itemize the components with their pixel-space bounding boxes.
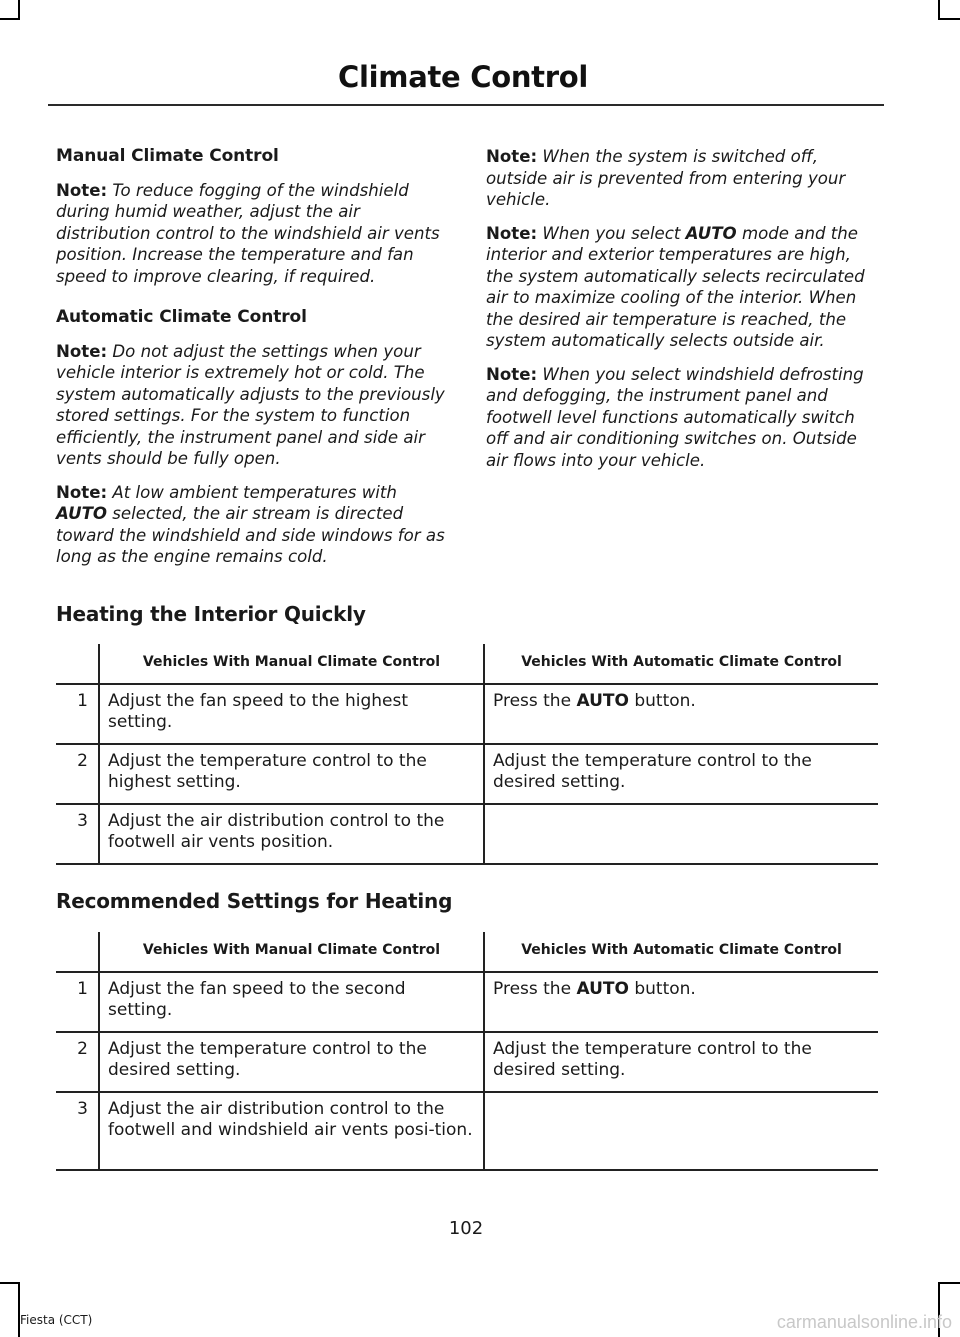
auto-cell: [484, 804, 878, 864]
note-text: When the system is switched off, outside air is prevented from entering your vehicle.: [486, 147, 846, 209]
crop-mark: [940, 18, 960, 20]
cell-text: button.: [628, 691, 696, 711]
page-number: 102: [448, 1218, 484, 1239]
note-fogging: [56, 180, 451, 288]
table-row: [56, 744, 878, 804]
note-auto-mode: [486, 223, 881, 352]
step-number: 2: [56, 1032, 99, 1092]
note-label: Note:: [56, 180, 108, 200]
note-text: When you select: [537, 223, 686, 243]
note-text: mode and the interior and exterior temperatures are high, the system automatically selects recirculated air to maximize cooling of the interior. When the desired air temperature is reached, the system automatically selects outside air.: [486, 223, 865, 350]
note-label: Note:: [56, 482, 108, 502]
cell-text: Press the: [493, 691, 577, 711]
note-label: Note:: [486, 364, 538, 384]
crop-mark: [940, 1282, 960, 1284]
page-title: Climate Control: [338, 60, 588, 94]
crop-mark: [18, 0, 20, 20]
crop-mark: [938, 0, 940, 20]
auto-cell: Adjust the temperature control to the desired setting.: [484, 744, 878, 804]
table-header-manual: Vehicles With Manual Climate Control: [99, 644, 484, 684]
auto-keyword: AUTO: [56, 504, 107, 523]
table-header-automatic: Vehicles With Automatic Climate Control: [484, 644, 878, 684]
manual-climate-heading: Manual Climate Control: [56, 146, 279, 166]
auto-cell: [484, 1092, 878, 1170]
step-number: 2: [56, 744, 99, 804]
auto-cell: [484, 972, 878, 1032]
auto-keyword: AUTO: [685, 223, 737, 243]
note-text: selected, the air stream is directed toward the windshield and side windows for as long as the engine remains cold.: [56, 504, 445, 566]
note-text: Do not adjust the settings when your vehicle interior is extremely hot or cold. The system automatically adjusts to the previously stored settings. For the system to function efficiently, the instrument panel and side air vents should be fully open.: [56, 341, 445, 468]
manual-cell: Adjust the fan speed to the highest setting.: [99, 684, 484, 744]
right-column: [486, 146, 881, 483]
document-id: Fiesta (CCT): [20, 1313, 93, 1327]
manual-cell: Adjust the air distribution control to the footwell air vents position.: [99, 804, 484, 864]
manual-cell: Adjust the temperature control to the highest setting.: [99, 744, 484, 804]
cell-text: Press the: [493, 979, 577, 999]
note-label: Note:: [486, 223, 538, 243]
note-settings: [56, 341, 451, 470]
manual-cell: Adjust the air distribution control to the footwell and windshield air vents posi-tion.: [99, 1092, 484, 1170]
title-rule: [48, 104, 884, 106]
table-row: [56, 804, 878, 864]
note-low-ambient: [56, 482, 451, 568]
left-column: [56, 146, 451, 580]
section-heading-recommended-heating: Recommended Settings for Heating: [56, 889, 453, 913]
note-switched-off: [486, 146, 881, 211]
table-header-blank: [56, 932, 99, 972]
table-header-row: [56, 932, 878, 972]
manual-cell: Adjust the temperature control to the desired setting.: [99, 1032, 484, 1092]
cell-text: button.: [628, 979, 696, 999]
auto-cell: [484, 684, 878, 744]
note-label: Note:: [56, 341, 108, 361]
table-header-blank: [56, 644, 99, 684]
step-number: 1: [56, 972, 99, 1032]
watermark: carmanualsonline.info: [776, 1312, 952, 1332]
automatic-climate-heading: Automatic Climate Control: [56, 307, 307, 327]
heating-quickly-table: [56, 644, 878, 865]
manual-cell: Adjust the fan speed to the second setting.: [99, 972, 484, 1032]
step-number: 1: [56, 684, 99, 744]
crop-mark: [0, 18, 20, 20]
table-header-manual: Vehicles With Manual Climate Control: [99, 932, 484, 972]
table-row: [56, 1032, 878, 1092]
note-defrosting: [486, 364, 881, 472]
auto-cell: Adjust the temperature control to the desired setting.: [484, 1032, 878, 1092]
auto-keyword: AUTO: [576, 979, 629, 999]
crop-mark: [18, 1282, 20, 1337]
step-number: 3: [56, 804, 99, 864]
table-row: [56, 972, 878, 1032]
recommended-heating-table: [56, 932, 878, 1171]
section-heading-heating-quickly: Heating the Interior Quickly: [56, 602, 366, 626]
table-header-automatic: Vehicles With Automatic Climate Control: [484, 932, 878, 972]
table-row: [56, 1092, 878, 1170]
auto-keyword: AUTO: [576, 691, 629, 711]
note-text: At low ambient temperatures with: [107, 482, 397, 502]
table-row: [56, 684, 878, 744]
table-header-row: [56, 644, 878, 684]
step-number: 3: [56, 1092, 99, 1170]
note-text: When you select windshield defrosting and defogging, the instrument panel and footwell level functions automatically switch off and air conditioning switches on. Outside air flows into your vehicle.: [486, 364, 864, 470]
note-label: Note:: [486, 147, 538, 166]
note-text: To reduce fogging of the windshield during humid weather, adjust the air distribution control to the windshield air vents position. Increase the temperature and fan speed to improve clearing, if required.: [56, 180, 440, 286]
crop-mark: [0, 1282, 20, 1284]
